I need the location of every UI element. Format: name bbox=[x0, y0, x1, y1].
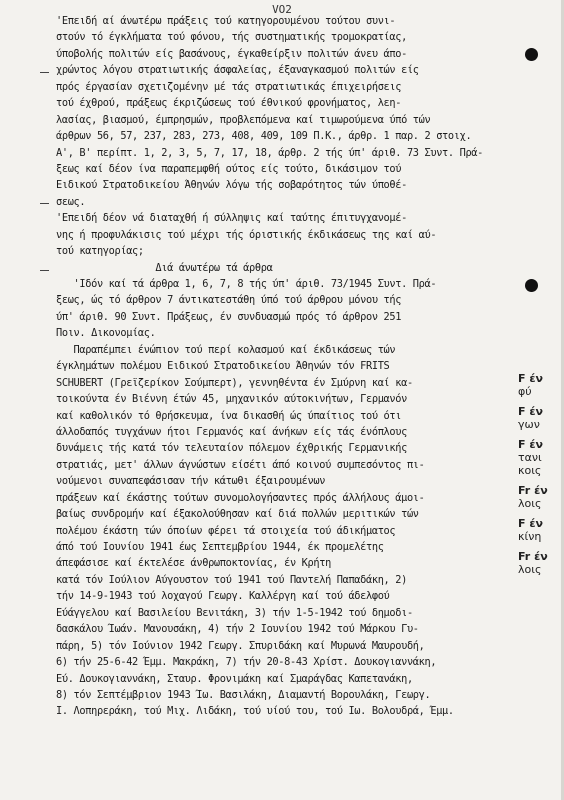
text-line: Α', Β' περίπτ. 1, 2, 3, 5, 7, 17, 18, άρθρ. 2 τής ύπ' άριθ. 73 Συντ. Πρά- bbox=[56, 146, 483, 159]
text-line: στούν τό έγκλήματα τού φόνου, τής συστηματικής τρομοκρατίας, bbox=[56, 31, 407, 44]
margin-note: F έν bbox=[518, 405, 543, 418]
text-line: Ι. Λοπηρεράκη, τού Μιχ. Λιδάκη, τού υίού του, τού Ιω. Βολουδρά, Έμμ. bbox=[56, 705, 454, 718]
text-line: χρώντος λόγου στρατιωτικής άσφαλείας, έξαναγκασμού πολιτών είς bbox=[56, 64, 419, 77]
text-line: δυνάμεις τής κατά τόν τελευταίον πόλεμον έχθρικής Γερμανικής bbox=[56, 442, 407, 455]
text-line: Παραπέμπει ένώπιον τού περί κολασμού καί έκδικάσεως τών bbox=[56, 343, 396, 356]
text-line: σεως. bbox=[56, 195, 86, 208]
text-line bbox=[56, 736, 508, 752]
text-line: δασκάλου Ίωάν. Μανουσάκη, 4) τήν 2 Ιουνίου 1942 τού Μάρκου Γυ- bbox=[56, 623, 419, 636]
text-line: έγκλημάτων πολέμου Ειδικού Στρατοδικείου Άθηνών τόν FRITS bbox=[56, 360, 390, 373]
margin-dash-mark bbox=[40, 270, 49, 271]
text-line: ξεως καί δέον ίνα παραπεμφθή ούτος είς τούτο, δικάσιμον τού bbox=[56, 162, 402, 175]
margin-notes bbox=[518, 372, 562, 576]
document-body bbox=[56, 13, 508, 786]
margin-note: λοις bbox=[518, 497, 542, 510]
text-line: τήν 14-9-1943 τού λοχαγού Γεωργ. Καλλέργη καί τού άδελφού bbox=[56, 590, 390, 603]
text-line bbox=[56, 720, 508, 736]
margin-note: F έν bbox=[518, 517, 543, 530]
margin-note: φύ bbox=[518, 385, 532, 398]
margin-note: F έν bbox=[518, 438, 543, 451]
text-line: βαίως συνδρομήν καί έξακολούθησαν καί διά πολλών μεριτικών τών bbox=[56, 508, 419, 521]
text-line: 'Ιδόν καί τά άρθρα 1, 6, 7, 8 τής ύπ' άριθ. 73/1945 Συντ. Πρά- bbox=[56, 278, 437, 290]
binder-hole-mark bbox=[525, 279, 538, 292]
binder-hole-mark bbox=[525, 48, 538, 61]
text-line: πάρη, 5) τόν Ιούνιον 1942 Γεωργ. Σπυριδάκη καί Μυρωνά Μαυρουδή, bbox=[56, 639, 425, 652]
text-line: 6) τήν 25-6-42 Έμμ. Μακράκη, 7) τήν 20-8-43 Χρίστ. Δουκογιαννάκη, bbox=[56, 656, 437, 669]
text-line: ξεως, ώς τό άρθρον 7 άντικατεστάθη ύπό τού άρθρου μόνου τής bbox=[56, 294, 402, 307]
margin-dash-mark bbox=[40, 72, 49, 73]
page-number: VO2 bbox=[272, 3, 292, 16]
margin-note: γων bbox=[518, 418, 540, 431]
text-line: τού κατηγορίας; bbox=[56, 245, 144, 258]
text-line: SCHUBERT (Γρεϊζερίκον Σούμπερτ), γεννηθέντα έν Σμύρνη καί κα- bbox=[56, 376, 413, 389]
text-line: ύπ' άριθ. 90 Συντ. Πράξεως, έν συνδυασμώ πρός τό άρθρον 251 bbox=[56, 310, 402, 323]
text-line: Ποιν. Δικονομίας. bbox=[56, 327, 156, 340]
text-line: πολέμου έκάστη τών όποίων φέρει τά στοιχεία τού άδικήματος bbox=[56, 524, 396, 537]
margin-note: κίνη bbox=[518, 530, 542, 543]
margin-note: τανι bbox=[518, 451, 542, 464]
text-line: καί καθολικόν τό θρήσκευμα, ίνα δικασθή ώς ύπαίτιος τού ότι bbox=[56, 409, 402, 422]
text-line: άρθρων 56, 57, 237, 283, 273, 408, 409, 109 Π.Κ., άρθρ. 1 παρ. 2 στοιχ. bbox=[56, 130, 472, 143]
text-line: Ειδικού Στρατοδικείου Άθηνών λόγω τής σοβαρότητος τών ύποθέ- bbox=[56, 179, 407, 192]
text-line: νης ή προφυλάκισις τού μέχρι τής όριστικής έκδικάσεως της καί αύ- bbox=[56, 228, 437, 241]
text-line bbox=[56, 753, 508, 769]
text-line: άπεφάσισε καί έκτελέσε άνθρωποκτονίας, έν Κρήτη bbox=[56, 557, 331, 570]
text-line: 'Επειδή δέον νά διαταχθή ή σύλληψις καί ταύτης έπιτυγχανομέ- bbox=[56, 212, 407, 225]
margin-dash-mark bbox=[40, 203, 49, 204]
margin-note: Fr έν bbox=[518, 484, 548, 497]
margin-note: F έν bbox=[518, 372, 543, 385]
text-line: Εύ. Δουκογιαννάκη, Σταυρ. Φρονιμάκη καί Σμαράγδας Καπετανάκη, bbox=[56, 672, 413, 685]
text-line: τοικούντα έν Βιέννη έτών 45, μηχανικόν αύτοκινήτων, Γερμανόν bbox=[56, 393, 407, 406]
text-line: κατά τόν Ιούλιον Αύγουστον τού 1941 τού Παντελή Παπαδάκη, 2) bbox=[56, 573, 407, 586]
text-line: ύποβολής πολιτών είς βασάνους, έγκαθείρξιν πολιτών άνευ άπο- bbox=[56, 47, 407, 60]
text-line: λασίας, βιασμού, έμπρησμών, προβλεπόμενα καί τιμωρούμενα ύπό τών bbox=[56, 113, 431, 126]
text-line: άλλοδαπός τυγχάνων ήτοι Γερμανός καί άνήκων είς τάς ένόπλους bbox=[56, 425, 407, 438]
text-line: πρός έργασίαν σχετιζομένην μέ τάς στρατιωτικάς έπιχειρήσεις bbox=[56, 80, 402, 93]
text-line: Εύάγγελου καί Βασιλείου Βενιτάκη, 3) τήν 1-5-1942 τού δημοδι- bbox=[56, 606, 413, 619]
text-line: 'Επειδή αί άνωτέρω πράξεις τού κατηγορουμένου τούτου συνι- bbox=[56, 15, 396, 27]
margin-note: Fr έν bbox=[518, 550, 548, 563]
margin-note: λοις bbox=[518, 563, 542, 576]
text-line: πράξεων καί έκάστης τούτων συνομολογήσαντες πρός άλλήλους άμοι- bbox=[56, 491, 425, 504]
text-line bbox=[56, 769, 508, 785]
text-line: στρατιάς, μετ' άλλων άγνώστων είσέτι άπό κοινού συμπεσόντος πι- bbox=[56, 458, 425, 471]
margin-note: κοις bbox=[518, 464, 542, 477]
text-line: Διά άνωτέρω τά άρθρα bbox=[56, 261, 273, 274]
text-line: 8) τόν Σεπτέμβριον 1943 Ίω. Βασιλάκη, Διαμαντή Βορουλάκη, Γεωργ. bbox=[56, 688, 431, 701]
text-line: τού έχθρού, πράξεως έκριζώσεως τού έθνικού φρονήματος, λεη- bbox=[56, 97, 402, 110]
text-line: άπό τού Ιουνίου 1941 έως Σεπτεμβρίου 1944, έκ προμελέτης bbox=[56, 541, 384, 553]
text-line: νούμενοι συναπεφάσισαν τήν κάτωθι έξαιρουμένων bbox=[56, 475, 326, 488]
